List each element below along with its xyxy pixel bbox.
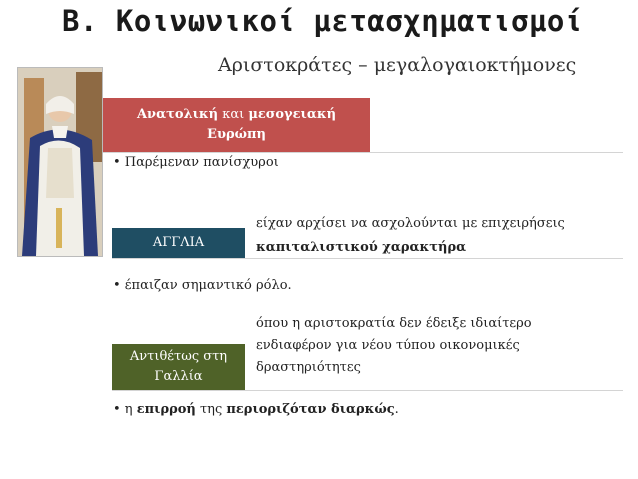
bullet-bold-decline: περιοριζόταν διαρκώς: [226, 402, 395, 417]
slide-title: B. Κοινωνικοί μετασχηματισμοί: [62, 4, 583, 38]
england-text-line2: καπιταλιστικού χαρακτήρα: [256, 240, 467, 255]
portrait-image: [17, 67, 103, 257]
region-box-england: [112, 228, 245, 258]
france-text-line2: ενδιαφέρον για νέου τύπου οικονομικές: [256, 338, 520, 353]
bullet-prefix: • η: [113, 402, 137, 417]
bullet-text: [113, 402, 399, 417]
bullet-suffix: .: [394, 402, 399, 417]
region-box-france: [112, 344, 245, 390]
region-label-england: ΑΓΓΛΙΑ: [152, 235, 205, 250]
region-label-france-line2: Γαλλία: [154, 369, 203, 384]
bullet-text: • Παρέμεναν πανίσχυροι: [113, 155, 279, 170]
bullet-middle: της: [195, 402, 227, 417]
bullet-text: • έπαιζαν σημαντικό ρόλο.: [113, 278, 292, 293]
divider-line: [112, 390, 623, 391]
region-label-bold: Ανατολική: [136, 107, 219, 122]
region-box-line1: [137, 105, 336, 125]
region-label-france-line1: Αντιθέτως στη: [129, 349, 228, 364]
region-box-line2: [207, 125, 266, 145]
england-text-line1: είχαν αρχίσει να ασχολούνται με επιχειρήσεις: [256, 216, 565, 231]
france-text-line3: δραστηριότητες: [256, 360, 361, 375]
region-label-bold2: μεσογειακή: [248, 107, 337, 122]
slide-subtitle: Αριστοκράτες – μεγαλογαιοκτήμονες: [218, 54, 577, 76]
divider-line: [103, 152, 623, 153]
bullet-bold-influence: επιρροή: [136, 402, 196, 417]
region-label-europe: Ευρώπη: [207, 127, 266, 142]
france-text-line1: όπου η αριστοκρατία δεν έδειξε ιδιαίτερο: [256, 316, 532, 331]
region-box-eastern-europe: [103, 98, 370, 152]
region-label-connector: και: [218, 107, 249, 122]
divider-line: [112, 258, 623, 259]
